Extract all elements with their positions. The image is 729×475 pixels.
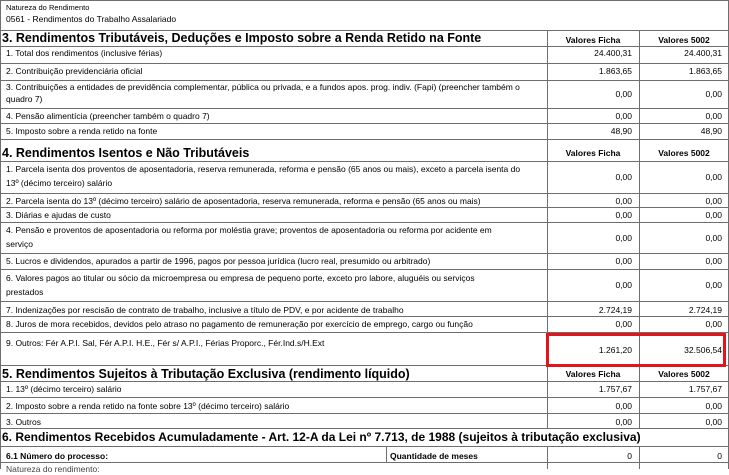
rule	[0, 193, 728, 194]
s4-row-2-5002: 0,00	[705, 196, 722, 206]
s4-row-3-5002: 0,00	[705, 210, 722, 220]
s3-row-4-5002: 0,00	[705, 111, 722, 121]
s4-row-6-label: 6. Valores pagos ao titular ou sócio da microempresa ou empresa de pequeno porte, exceto pro labore, aluguéis ou serviços prestados	[6, 273, 475, 297]
s4-row-8-ficha: 0,00	[615, 319, 632, 329]
s4-row-5-ficha: 0,00	[615, 256, 632, 266]
s4-row-5-label: 5. Lucros e dividendos, apurados a partir de 1996, pagos por pessoa jurídica (lucro real, presumido ou arbitrado)	[6, 256, 431, 266]
s3-row-4-ficha: 0,00	[615, 111, 632, 121]
section-3-title: 3. Rendimentos Tributáveis, Deduções e Imposto sobre a Renda Retido na Fonte	[2, 31, 482, 45]
natureza-value: 0561 - Rendimentos do Trabalho Assalariado	[6, 14, 177, 24]
rule	[0, 397, 728, 398]
s3-row-3-label: 3. Contribuições a entidades de previdência complementar, pública ou privada, e a fundos apos. prog. indiv. (Fapi) (preencher também o quadro 7)	[6, 82, 520, 104]
column-header-ficha: Valores Ficha	[565, 35, 621, 45]
highlight-box	[546, 333, 726, 367]
s4-row-7-5002: 2.724,19	[688, 305, 722, 315]
s3-row-5-5002: 48,90	[700, 126, 722, 136]
rule	[0, 316, 728, 317]
rule	[0, 139, 728, 140]
s3-row-1-label: 1. Total dos rendimentos (inclusive férias)	[6, 48, 163, 58]
s4-row-4-ficha: 0,00	[615, 233, 632, 243]
column-header-ficha: Valores Ficha	[565, 369, 621, 379]
s3-row-4-label: 4. Pensão alimentícia (preencher também o quadro 7)	[6, 111, 210, 121]
rule	[639, 30, 640, 428]
rule	[547, 30, 548, 428]
rule	[547, 446, 548, 469]
meses-ficha: 0	[627, 451, 632, 461]
rule	[0, 446, 728, 447]
s4-row-1-ficha: 0,00	[615, 172, 632, 182]
rule	[0, 381, 728, 382]
s4-row-7-ficha: 2.724,19	[598, 305, 632, 315]
s3-row-3-5002: 0,00	[705, 89, 722, 99]
s4-row-1-5002: 0,00	[705, 172, 722, 182]
rule	[0, 207, 728, 208]
rule	[0, 0, 728, 1]
s4-row-5-5002: 0,00	[705, 256, 722, 266]
s5-row-2-ficha: 0,00	[615, 401, 632, 411]
s4-row-6-5002: 0,00	[705, 280, 722, 290]
s4-row-6-ficha: 0,00	[615, 280, 632, 290]
rule	[0, 123, 728, 124]
s5-row-1-ficha: 1.757,67	[598, 384, 632, 394]
s4-row-9-5002: 32.506,54	[684, 345, 722, 355]
s4-row-3-ficha: 0,00	[615, 210, 632, 220]
column-header-5002: Valores 5002	[658, 369, 710, 379]
rule	[0, 462, 728, 463]
s5-row-2-label: 2. Imposto sobre a renda retido na fonte sobre 13º (décimo terceiro) salário	[6, 401, 290, 411]
s4-row-7-label: 7. Indenizações por rescisão de contrato de trabalho, inclusive a título de PDV, e por acidente de trabalho	[6, 305, 404, 315]
rule	[0, 413, 728, 414]
s4-row-2-ficha: 0,00	[615, 196, 632, 206]
processo-label	[6, 450, 108, 462]
natureza-label: Natureza do Rendimento	[6, 3, 90, 12]
s3-row-5-label: 5. Imposto sobre a renda retido na fonte	[6, 126, 158, 136]
s4-row-2-label: 2. Parcela isenta do 13º (décimo terceiro) salário de aposentadoria, reserva remunerada, reforma e pensão (65 anos ou mais)	[6, 196, 481, 206]
s4-row-4-5002: 0,00	[705, 233, 722, 243]
s5-row-1-5002: 1.757,67	[688, 384, 722, 394]
s4-row-3-label: 3. Diárias e ajudas de custo	[6, 210, 111, 220]
natureza-rendimento-label: Natureza do rendimento:	[6, 464, 100, 474]
s3-row-1-5002: 24.400,31	[684, 48, 722, 58]
section-6-title: 6. Rendimentos Recebidos Acumuladamente - Art. 12-A da Lei nº 7.713, de 1988 (sujeitos à tributação exclusiva)	[2, 430, 641, 444]
s5-row-3-5002: 0,00	[705, 417, 722, 427]
rule	[0, 253, 728, 254]
s3-row-5-ficha: 48,90	[610, 126, 632, 136]
s4-row-1-label: 1. Parcela isenta dos proventos de aposentadoria, reserva remunerada, reforma e pensão (65 anos ou mais), exceto a parcela isenta do 13º (décimo terceiro) salário	[6, 164, 521, 188]
s3-row-2-label: 2. Contribuição previdenciária oficial	[6, 66, 143, 76]
s3-row-2-ficha: 1.863,65	[598, 66, 632, 76]
rule	[0, 63, 728, 64]
column-header-5002: Valores 5002	[658, 35, 710, 45]
s5-row-2-5002: 0,00	[705, 401, 722, 411]
section-5-title: 5. Rendimentos Sujeitos à Tributação Exclusiva (rendimento líquido)	[2, 367, 410, 381]
s5-row-1-label: 1. 13º (décimo terceiro) salário	[6, 384, 122, 394]
s3-row-1-ficha: 24.400,31	[594, 48, 632, 58]
s4-row-8-5002: 0,00	[705, 319, 722, 329]
rule	[386, 446, 387, 462]
rule	[639, 446, 640, 469]
s4-row-8-label: 8. Juros de mora recebidos, devidos pelo atraso no pagamento de remuneração por exercício de emprego, cargo ou função	[6, 319, 473, 329]
s5-row-3-ficha: 0,00	[615, 417, 632, 427]
meses-5002: 0	[717, 451, 722, 461]
rule	[0, 269, 728, 270]
s4-row-4-label: 4. Pensão e proventos de aposentadoria ou reforma por moléstia grave; proventos de aposentadoria ou reforma por acidente em serviço	[6, 225, 492, 249]
section-4-title: 4. Rendimentos Isentos e Não Tributáveis	[2, 146, 250, 160]
s3-row-2-5002: 1.863,65	[688, 66, 722, 76]
s5-row-3-label: 3. Outros	[6, 417, 41, 427]
column-header-ficha: Valores Ficha	[565, 148, 621, 158]
rule	[0, 428, 728, 429]
s4-row-9-ficha: 1.261,20	[598, 345, 632, 355]
column-header-5002: Valores 5002	[658, 148, 710, 158]
rule	[0, 108, 728, 109]
rule	[0, 0, 1, 469]
processo-label-text: 6.1 Número do processo:	[6, 451, 109, 461]
meses-label: Quantidade de meses	[390, 451, 478, 461]
s3-row-3-ficha: 0,00	[615, 89, 632, 99]
s4-row-9-label: 9. Outros: Fér A.P.I. Sal, Fér A.P.I. H.E., Fér s/ A.P.I., Férias Proporc., Fér.Ind.s/H.Ext	[6, 338, 325, 348]
rule	[0, 301, 728, 302]
